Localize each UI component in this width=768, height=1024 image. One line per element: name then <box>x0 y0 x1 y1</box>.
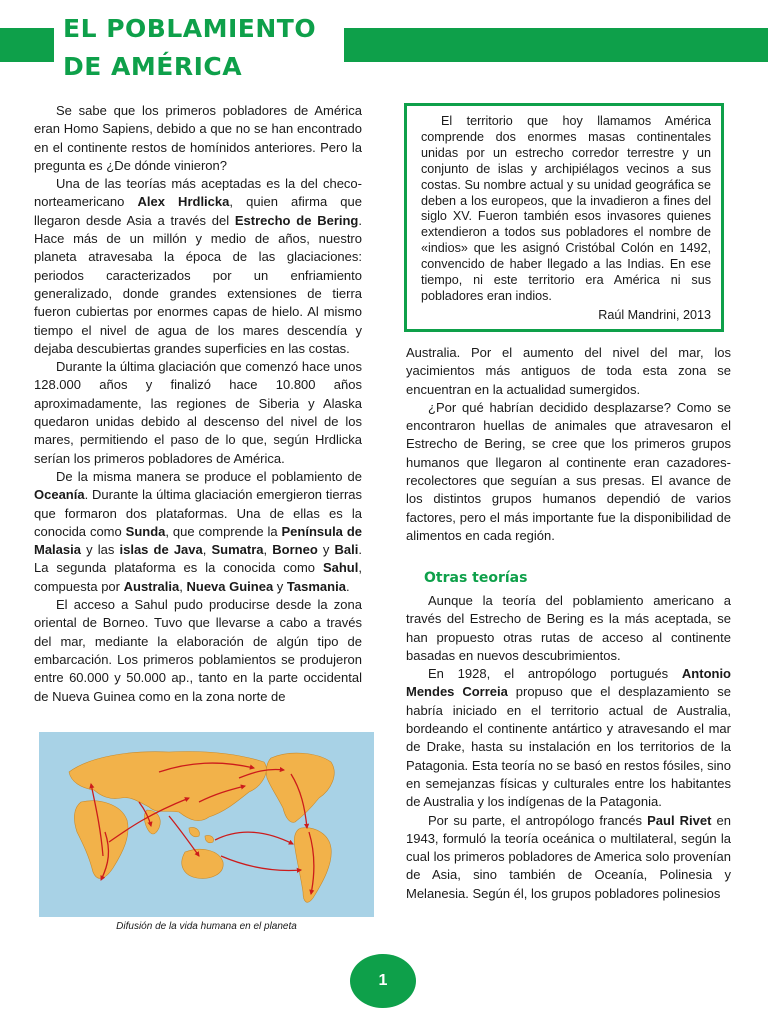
paragraph-glaciation: Durante la última glaciación que comenzó hace unos 128.000 años y finalizó hace 10.800 años aproximadamente, las regiones de Siberia y Alaska quedaron unidas debido al descenso del nivel de los mares, permitiendo el paso de lo que, según Hrdlicka serían los primeros pobladores de América. <box>34 359 362 466</box>
bold-term: Estrecho de Bering <box>234 212 359 228</box>
bold-term: Paul Rivet <box>647 812 712 828</box>
paragraph-migration: ¿Por qué habrían decidido desplazarse? Como se encontraron huellas de animales que atravesaron el Estrecho de Bering, se cree que los primeros grupos humanos que llegaron al continente eran cazadores-recolectores que seguían a sus presas. El avance de los distintos grupos humanos dependió de varios factores, pero el más importante fue la disponibilidad de alimentos en cada región. <box>406 399 731 543</box>
paragraph-other-routes: Aunque la teoría del poblamiento americano a través del Estrecho de Bering es la más aceptada, se han propuesto otras rutas de acceso al continente basadas en nuevos descubrimientos. <box>406 593 731 663</box>
bold-term: Nueva Guinea <box>186 578 274 594</box>
quote-author: Raúl Mandrini, 2013 <box>598 307 711 322</box>
paragraph-mendes-correia <box>406 665 731 811</box>
paragraph-intro: Se sabe que los primeros pobladores de América eran Homo Sapiens, debido a que no se han encontrado en el continente restos de homínidos anteriores. Pero la pregunta es ¿De dónde vinieron? <box>34 103 362 173</box>
text-span: De la misma manera se produce el poblamiento de <box>56 468 362 484</box>
paragraph-sahul: El acceso a Sahul pudo producirse desde la zona oriental de Borneo. Tuvo que llevarse a cabo a través del mar, mediante la elaboración de algún tipo de embarcación. Los primeros poblamientos se produjeron entre 60.000 y 50.000 ap., tanto en la parte occidental de Nueva Guinea como en la zona norte de <box>34 597 362 704</box>
paragraph-hrdlicka <box>34 175 362 358</box>
bold-term: islas de Java <box>119 542 203 558</box>
quote-box <box>404 103 724 332</box>
text-span: , compuesta por <box>34 560 362 594</box>
bold-term: Sumatra <box>211 542 264 558</box>
text-span: en 1943, formuló la teoría oceánica o multilateral, según la cual los primeros pobladores de America solo provenían de Asia, sino también de Oceanía, Polinesia y Melanesia. Según él, los grupos pobladores polinesios <box>406 812 731 901</box>
bold-term: Australia <box>123 578 180 594</box>
text-span: . La segunda plataforma es la conocida como <box>34 542 362 576</box>
section-heading-otras-teorias: Otras teorías <box>424 570 528 586</box>
quote-text: El territorio que hoy llamamos América comprende dos enormes masas continentales unidas por un estrecho corredor terrestre y un conjunto de islas y archipiélagos vecinos a sus costas. Su nombre actual y su unidad geográfica se deben a los europeos, que la invadieron a fines del siglo XV. Fueron también esos invasores quienes extendieron a todos sus pobladores el nombre de «indios» que les asignó Cristóbal Colón en 1492, convencido de haber llegado a las Indias. En ese tiempo, ni este territorio era América ni sus pobladores eran indios. <box>421 114 711 303</box>
text-span: , <box>179 578 187 594</box>
figure-caption: Difusión de la vida humana en el planeta <box>116 921 297 932</box>
page-title <box>63 10 316 86</box>
text-span: propuso que el desplazamiento se habría iniciado en el territorio actual de Australia, bordeando el continente antártico y atravesando el mar de Drake, hasta su instalación en los territorios de la Patagonia. Esta teoría no se basó en restos fósiles, sino en semejanzas físicas y culturales entre los habitantes de Australia y los indígenas de la Patagonia. <box>406 684 731 810</box>
text-span: En 1928, el antropólogo portugués <box>428 666 682 682</box>
bold-term: Sahul <box>322 560 359 576</box>
bold-term: Tasmania <box>286 578 346 594</box>
bold-term: Sunda <box>125 523 166 539</box>
bold-term: Alex Hrdlicka <box>137 194 230 210</box>
paragraph-oceania <box>34 468 362 596</box>
paragraph-paul-rivet <box>406 812 731 903</box>
other-theories-column <box>406 592 731 903</box>
title-line-2: DE AMÉRICA <box>63 52 243 81</box>
text-span: , que comprende la <box>165 523 282 539</box>
page-number-badge: 1 <box>350 954 416 1008</box>
text-span: , <box>263 542 273 558</box>
bold-term: Borneo <box>272 542 318 558</box>
text-span: Por su parte, el antropólogo francés <box>428 812 648 828</box>
text-span: . Hace más de un millón y medio de años, nuestro planeta atravesaba la época de las glaciaciones: periodos caracterizados por un enfriamiento generalizado, donde grandes extensiones de tierra fueron cubiertas por enormes capas de hielo. Al mismo tiempo el nivel de agua de los mares descendía y dejaba descubiertas grandes superficies en las costas. <box>34 212 362 356</box>
text-span: y <box>273 578 287 594</box>
title-line-1: EL POBLAMIENTO <box>63 14 317 43</box>
header-bar-right <box>344 28 768 62</box>
text-span: , <box>202 542 212 558</box>
right-column <box>406 344 731 545</box>
bold-term: Península de Malasia <box>34 523 362 558</box>
bold-term: Bali <box>334 542 359 558</box>
bold-term: Oceanía <box>34 487 85 503</box>
text-span: , quien afirma que llegaron desde Asia a través del <box>34 194 362 228</box>
left-column <box>34 102 362 706</box>
text-span: . Durante la última glaciación emergieron tierras que formaron dos plataformas. Una de ellas es la conocida como <box>34 487 362 539</box>
header-bar-left <box>0 28 54 62</box>
text-span: . <box>345 578 350 594</box>
text-span: Una de las teorías más aceptadas es la del checo-norteamericano <box>34 176 362 210</box>
text-span: y <box>317 542 335 558</box>
land-australia <box>182 849 223 878</box>
bold-term: Antonio Mendes Correia <box>406 666 731 700</box>
paragraph-australia: Australia. Por el aumento del nivel del mar, los yacimientos más antiguos de toda esta zona se encuentran en la actualidad sumergidos. <box>406 345 731 397</box>
text-span: y las <box>80 542 120 558</box>
world-migration-map <box>39 732 374 917</box>
